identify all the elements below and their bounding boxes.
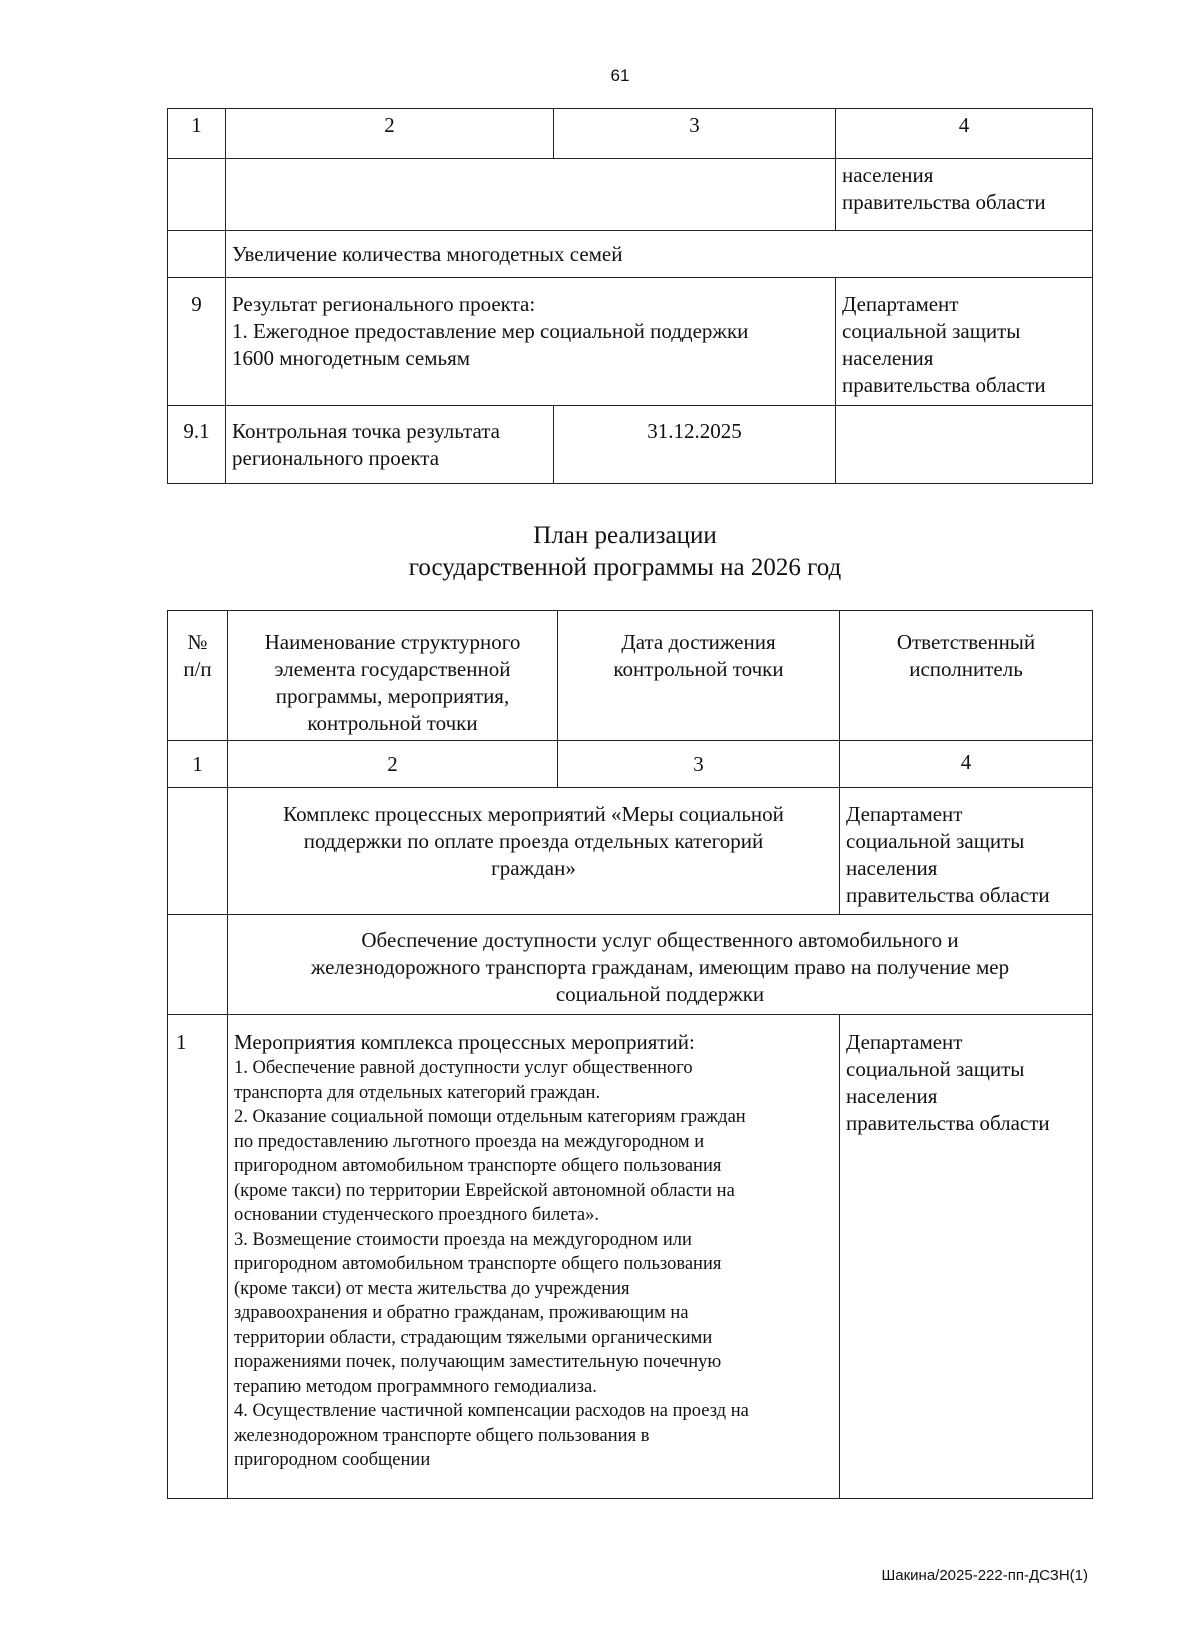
plan-header-table: [167, 610, 1093, 741]
section-row: [168, 915, 1093, 1015]
header-responsible: Ответственный исполнитель: [840, 611, 1093, 741]
section-title: Увеличение количества многодетных семей: [226, 231, 1093, 278]
table-row: [168, 1015, 1093, 1499]
row-description: Результат регионального проекта: 1. Ежегодное предоставление мер социальной поддержки 1600 многодетным семьям: [226, 278, 836, 406]
column-number: 3: [558, 741, 840, 788]
column-number: 4: [836, 109, 1093, 159]
row-number: 1: [168, 1015, 228, 1499]
continuation-table: [167, 108, 1093, 484]
section-title: Обеспечение доступности услуг общественного автомобильного и железнодорожного транспорта гражданам, имеющим право на получение мер социальной поддержки: [228, 915, 1093, 1015]
section-row: [168, 231, 1093, 278]
column-number: 3: [554, 109, 836, 159]
table-row: [168, 278, 1093, 406]
document-footer: Шакина/2025-222-пп-ДСЗН(1): [881, 1567, 1088, 1584]
complex-title: Комплекс процессных мероприятий «Меры социальной поддержки по оплате проезда отдельных категорий граждан»: [228, 788, 840, 915]
plan-body-table: [167, 740, 1093, 1499]
column-number: 1: [168, 741, 228, 788]
measures-list: 1. Обеспечение равной доступности услуг общественного транспорта для отдельных категорий граждан. 2. Оказание социальной помощи отдельным категориям граждан по предоставлению льготного проезда на междугородном и пригородном автомобильном транспорте общего пользования (кроме такси) по территории Еврейской автономной области на основании студенческого проездного билета». 3. Возмещение стоимости проезда на междугородном или пригородном автомобильном транспорте общего пользования (кроме такси) от места жительства до учреждения здравоохранения и обратно гражданам, проживающим на территории области, страдающим тяжелыми органическими поражениями почек, получающим заместительную почечную терапию методом программного гемодиализа. 4. Осуществление частичной компенсации расходов на проезд на железнодорожном транспорте общего пользования в пригородном сообщении: [234, 1058, 749, 1470]
column-number: 2: [228, 741, 558, 788]
header-row: [168, 611, 1093, 741]
header-date: Дата достижения контрольной точки: [558, 611, 840, 741]
column-number: 2: [226, 109, 554, 159]
column-number: 1: [168, 109, 226, 159]
responsible-cell: Департамент социальной защиты населения правительства области: [840, 788, 1093, 915]
header-number: № п/п: [168, 611, 228, 741]
responsible-cell: Департамент социальной защиты населения правительства области: [840, 1015, 1093, 1499]
row-description: Контрольная точка результата регионального проекта: [226, 406, 554, 484]
page-number: 61: [610, 66, 630, 85]
column-number-row: [168, 741, 1093, 788]
column-number-row: [168, 109, 1093, 159]
row-number: 9: [168, 278, 226, 406]
complex-row: [168, 788, 1093, 915]
responsible-cell: [836, 406, 1093, 484]
control-date: 31.12.2025: [554, 406, 836, 484]
column-number: 4: [840, 741, 1093, 788]
responsible-cell: населения правительства области: [836, 159, 1093, 231]
row-description: Мероприятия комплекса процессных мероприятий: 1. Обеспечение равной доступности услуг общественного транспорта для отдельных категорий граждан. 2. Оказание социальной помощи отдельным категориям граждан по предоставлению льготного проезда на междугородном и пригородном автомобильном транспорте общего пользования (кроме такси) по территории Еврейской автономной области на основании студенческого проездного билета». 3. Возмещение стоимости проезда на междугородном или пригородном автомобильном транспорте общего пользования (кроме такси) от места жительства до учреждения здравоохранения и обратно гражданам, проживающим на территории области, страдающим тяжелыми органическими поражениями почек, получающим заместительную почечную терапию методом программного гемодиализа. 4. Осуществление частичной компенсации расходов на проезд на железнодорожном транспорте общего пользования в пригородном сообщении: [228, 1015, 840, 1499]
header-element-name: Наименование структурного элемента государственной программы, мероприятия, контрольной точки: [228, 611, 558, 741]
plan-title: План реализации государственной программы на 2026 год: [408, 522, 842, 581]
responsible-cell: Департамент социальной защиты населения правительства области: [836, 278, 1093, 406]
row-number: 9.1: [168, 406, 226, 484]
table-row: [168, 406, 1093, 484]
continuation-row: [168, 159, 1093, 231]
